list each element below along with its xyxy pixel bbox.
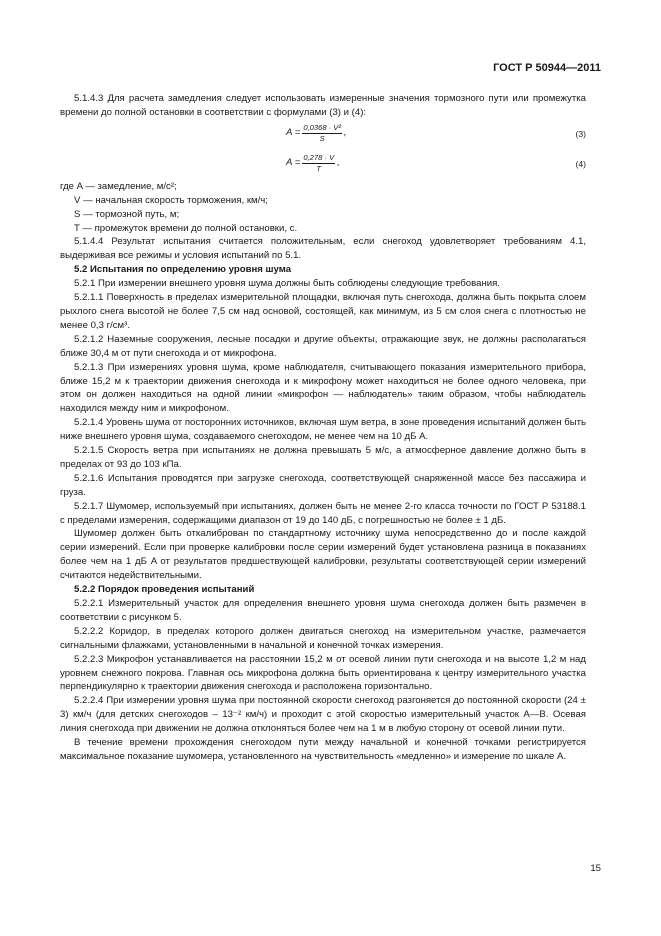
definition-v: V — начальная скорость торможения, км/ч; <box>74 194 268 206</box>
paragraph-final: В течение времени прохождения снегоходом пути между начальной и конечной точками регистрируется максимальное показание шумомера, установленного на чувствительность «медленно» и измерение по шкале A. <box>60 737 586 762</box>
standard-header: ГОСТ Р 50944—2011 <box>493 62 601 74</box>
paragraph-calibration: Шумомер должен быть откалиброван по стандартному источнику шума непосредственно до и после каждой серии измерений. Если при проверке калибровки после серии измерений будет установлена разница в показаниях более чем на 1 дБ A от результатов предшествующей калибровки, результаты соответствующей серии измерений считаются недействительными. <box>60 528 586 582</box>
section-heading-5-2-2: 5.2.2 Порядок проведения испытаний <box>74 584 255 596</box>
formula-4-denominator: T <box>316 163 322 173</box>
formula-3-fraction <box>302 123 342 144</box>
variable-definitions <box>60 180 586 236</box>
formula-4-tail: , <box>337 157 340 169</box>
paragraph-5-2-1-5: 5.2.1.5 Скорость ветра при испытаниях не должна превышать 5 м/с, а атмосферное давление должно быть в пределах от 93 до 103 кПа. <box>60 445 586 470</box>
paragraph-5-2-2-1: 5.2.2.1 Измерительный участок для определения внешнего уровня шума снегохода должен быть размечен в соответствии с рисунком 5. <box>60 598 586 623</box>
formula-4 <box>60 150 586 180</box>
paragraph-5-2-1-3: 5.2.1.3 При измерениях уровня шума, кроме наблюдателя, считывающего показания измерительного прибора, ближе 15,2 м к траектории движения снегохода и к микрофону может находиться не более одного человека, при этом он должен находиться на одной линии «микрофон — наблюдатель» таким образом, чтобы наблюдатель находился между ним и микрофоном. <box>60 361 586 415</box>
definition-s: S — тормозной путь, м; <box>74 208 180 220</box>
paragraph-5-1-4-3: 5.1.4.3 Для расчета замедления следует использовать измеренные значения тормозного пути или промежутка времени до полной остановки в соответствии с формулами (3) и (4): <box>60 93 586 118</box>
formula-4-numerator: 0,278 · V <box>303 152 335 162</box>
formula-4-expression <box>286 153 340 174</box>
document-body <box>60 92 586 764</box>
paragraph-5-2-1-6: 5.2.1.6 Испытания проводятся при загрузке снегохода, соответствующей снаряженной массе без пассажира и груза. <box>60 472 586 498</box>
paragraph-5-1-4-4: 5.1.4.4 Результат испытания считается положительным, если снегоход удовлетворяет требованиям 4.1, выдерживая все режимы и условия испытаний по 5.1. <box>60 236 586 262</box>
paragraph-5-2-2-4: 5.2.2.4 При измерении уровня шума при постоянной скорости снегоход разгоняется до постоянной скорости (24 ± 3) км/ч (для детских снегоходов – 13⁻² км/ч) и проходит с этой скоростью измерительный участок A—B. Осевая линия снегохода при движении не должна отклоняться более чем на 1 м в любую сторону от осевой линии пути. <box>60 695 586 735</box>
page-number: 15 <box>590 863 601 874</box>
formula-3-lhs: A = <box>286 127 301 139</box>
formula-3-numerator: 0,0368 · V² <box>303 122 341 132</box>
formula-4-number: (4) <box>575 158 586 169</box>
formula-3-expression <box>286 123 347 144</box>
definition-t: T — промежуток времени до полной остановки, с. <box>74 222 298 234</box>
paragraph-5-2-1-1: 5.2.1.1 Поверхность в пределах измерительной площадки, включая путь снегохода, должна быть покрыта слоем рыхлого снега высотой не более 7,5 см над основой, состоящей, как минимум, из 5 см слоя снега с плотностью не менее 0,3 г/см³. <box>60 292 586 331</box>
formula-4-fraction <box>302 153 335 174</box>
paragraph-5-2-1: 5.2.1 При измерении внешнего уровня шума должны быть соблюдены следующие требования. <box>74 278 500 290</box>
paragraph-5-2-1-7: 5.2.1.7 Шумомер, используемый при испытаниях, должен быть не менее 2-го класса точности по ГОСТ Р 53188.1 с пределами измерения, содержащими диапазон от 19 до 140 дБ, с погрешностью не более ± 1 дБ. <box>60 500 586 526</box>
formula-3 <box>60 120 586 150</box>
paragraph-5-2-2-3: 5.2.2.3 Микрофон устанавливается на расстоянии 15,2 м от осевой линии пути снегохода и на высоте 1,2 м над уровнем снежного покрова. Главная ось микрофона должна быть ориентирована к центру измерительного участка перпендикулярно к траектории движения снегохода и расположена горизонтально. <box>60 653 586 693</box>
paragraph-5-2-2-2: 5.2.2.2 Коридор, в пределах которого должен двигаться снегоход на измерительном участке, размечается сигнальными флажками, установленными в начальной и конечной точках измерения. <box>60 625 586 651</box>
formula-3-number: (3) <box>575 128 586 139</box>
formula-4-lhs: A = <box>286 157 301 169</box>
formula-3-tail: , <box>343 127 347 139</box>
definition-a: где A — замедление, м/с²; <box>60 180 177 192</box>
section-heading-5-2: 5.2 Испытания по определению уровня шума <box>74 264 292 276</box>
formula-3-denominator: S <box>319 133 325 143</box>
paragraph-5-2-1-4: 5.2.1.4 Уровень шума от посторонних источников, включая шум ветра, в зоне проведения испытаний должен быть ниже внешнего уровня шума, создаваемого снегоходом, не менее чем на 10 дБ A. <box>60 417 586 443</box>
paragraph-5-2-1-2: 5.2.1.2 Наземные сооружения, лесные посадки и другие объекты, отражающие звук, не должны располагаться ближе 30,4 м от пути снегохода и от микрофона. <box>60 333 586 359</box>
